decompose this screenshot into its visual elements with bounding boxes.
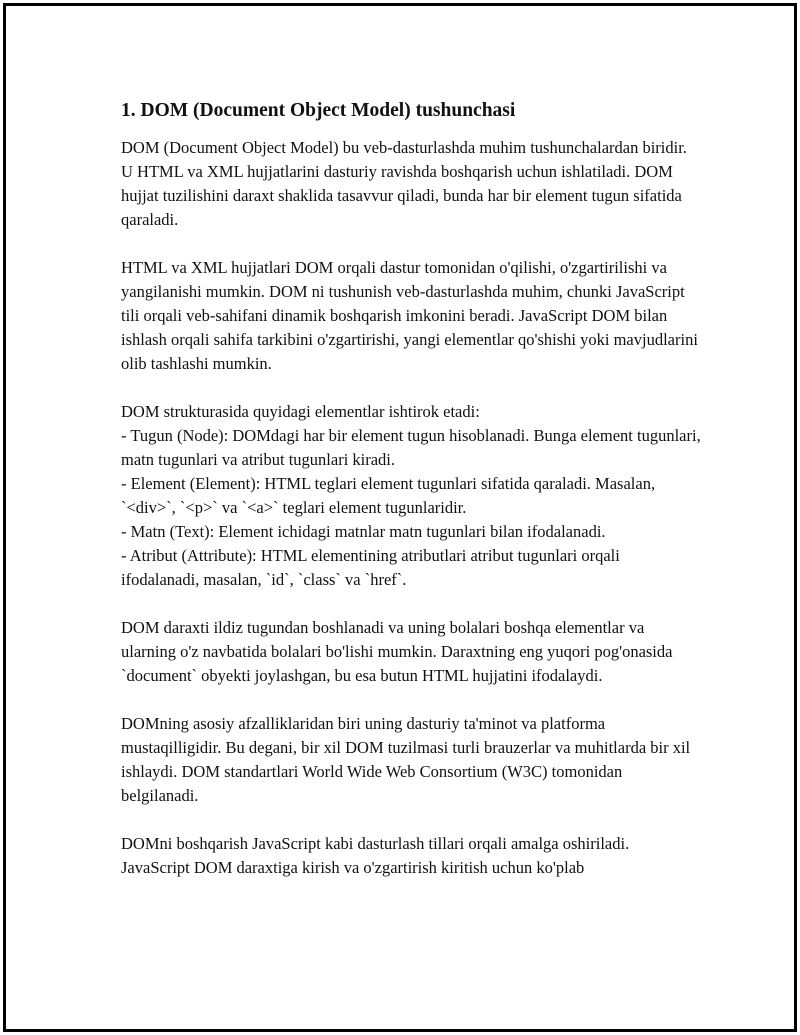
paragraph-dom-definition: DOM (Document Object Model) bu veb-dasturlashda muhim tushunchalardan biridir. U HTML va XML hujjatlarini dasturiy ravishda boshqarish uchun ishlatiladi. DOM hujjat tuzilishini daraxt shaklida tasavvur qiladi, bunda har bir element tugun sifatida qaraladi. xyxy=(121,138,687,229)
list-intro: DOM strukturasida quyidagi elementlar ishtirok etadi: xyxy=(121,402,480,421)
list-item-node: - Tugun (Node): DOMdagi har bir element tugun hisoblanadi. Bunga element tugunlari, matn tugunlari va atribut tugunlari kiradi. xyxy=(121,426,701,469)
paragraph-dom-tree: DOM daraxti ildiz tugundan boshlanadi va uning bolalari boshqa elementlar va ularning o'z navbatida bolalari bo'lishi mumkin. Daraxtning eng yuqori pog'onasida `document` obyekti joylashgan, bu esa butun HTML hujjatini ifodalaydi. xyxy=(121,618,673,685)
element-list xyxy=(121,400,701,592)
list-item-attribute: - Atribut (Attribute): HTML elementining atributlari atribut tugunlari orqali ifodalanadi, masalan, `id`, `class` va `href`. xyxy=(121,546,620,589)
paragraph-dom-usage: HTML va XML hujjatlari DOM orqali dastur tomonidan o'qilishi, o'zgartirilishi va yangilanishi mumkin. DOM ni tushunish veb-dasturlashda muhim, chunki JavaScript tili orqali veb-sahifani dinamik boshqarish imkonini beradi. JavaScript DOM bilan ishlash orqali sahifa tarkibini o'zgartirishi, yangi elementlar qo'shishi yoki mavjudlarini olib tashlashi mumkin. xyxy=(121,258,698,373)
document-page xyxy=(3,3,797,1032)
list-item-element: - Element (Element): HTML teglari element tugunlari sifatida qaraladi. Masalan, `<div>`, `<p>` va `<a>` teglari element tugunlaridir. xyxy=(121,474,656,517)
document-content xyxy=(121,98,701,904)
paragraph-dom-javascript: DOMni boshqarish JavaScript kabi dasturlash tillari orqali amalga oshiriladi. JavaScript DOM daraxtiga kirish va o'zgartirish kiritish uchun ko'plab xyxy=(121,834,630,877)
document-title: 1. DOM (Document Object Model) tushunchasi xyxy=(121,100,516,121)
list-item-text: - Matn (Text): Element ichidagi matnlar matn tugunlari bilan ifodalanadi. xyxy=(121,522,606,541)
paragraph-dom-advantages: DOMning asosiy afzalliklaridan biri uning dasturiy ta'minot va platforma mustaqilligidir. Bu degani, bir xil DOM tuzilmasi turli brauzerlar va muhitlarda bir xil ishlaydi. DOM standartlari World Wide Web Consortium (W3C) tomonidan belgilanadi. xyxy=(121,714,691,805)
